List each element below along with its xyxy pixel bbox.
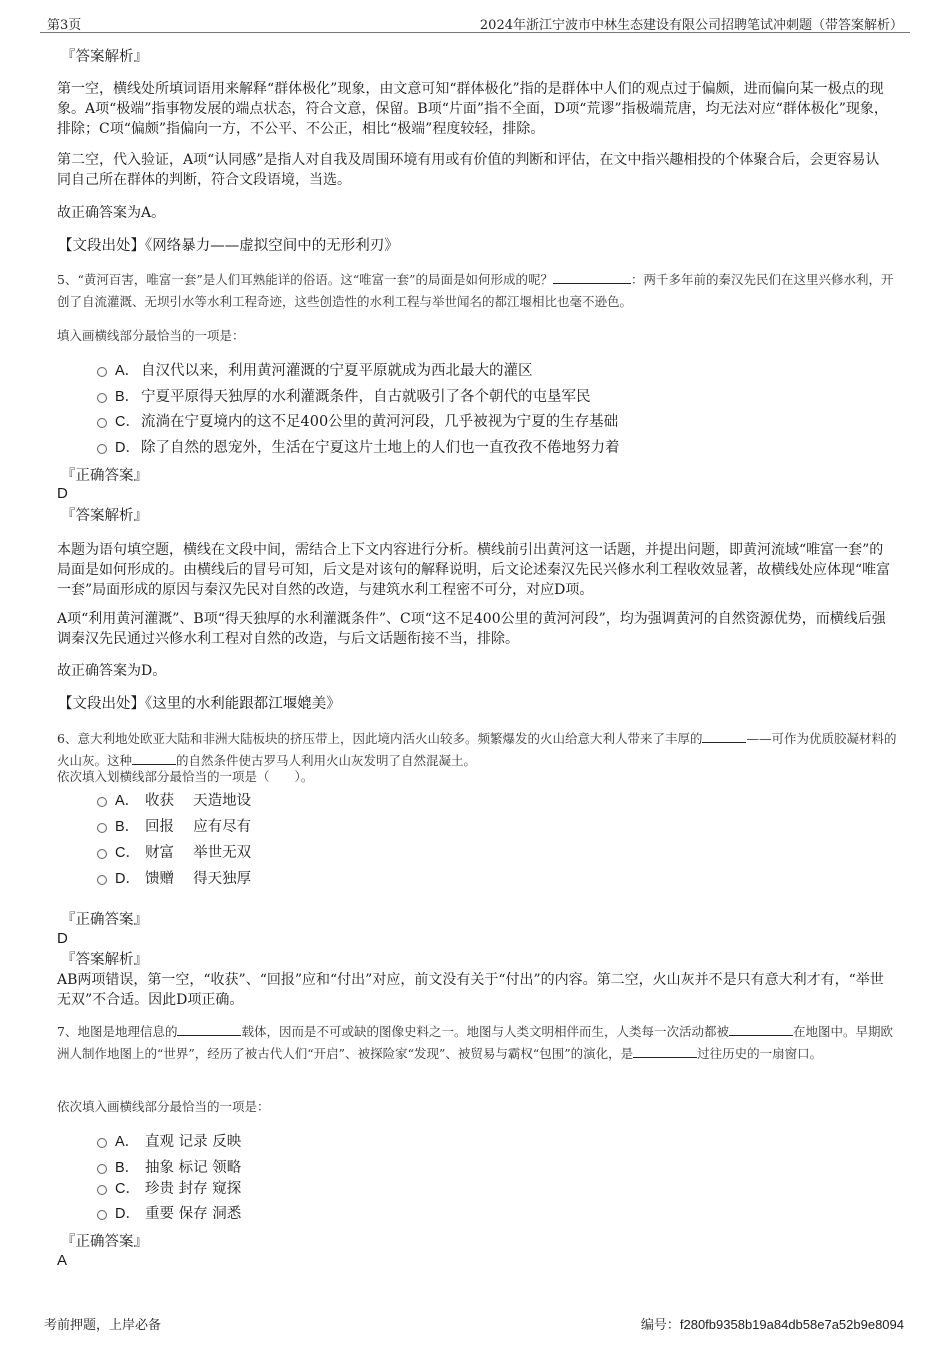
q7-blank-2 (729, 1022, 793, 1036)
q6-stem-part2: ——可作为优质胶凝材料的火山灰。这种 (57, 731, 897, 768)
option-letter: A． (115, 1134, 140, 1150)
q7-answer-label: 『正确答案』 (61, 1234, 148, 1250)
q5-prompt: 填入画横线部分最恰当的一项是： (57, 328, 245, 343)
radio-icon[interactable] (97, 444, 107, 454)
q7-blank-1 (177, 1022, 241, 1036)
q5-option-c[interactable] (97, 412, 797, 432)
option-letter: D． (115, 440, 140, 456)
radio-icon[interactable] (97, 875, 107, 885)
radio-icon[interactable] (97, 367, 107, 377)
q6-stem-part1: 6、意大利地处欧亚大陆和非洲大陆板块的挤压带上，因此境内活火山较多。频繁爆发的火山给意大利人带来了丰厚的 (57, 731, 703, 746)
option-text: 流淌在宁夏境内的这不足400公里的黄河河段，几乎被视为宁夏的生存基础 (141, 414, 619, 430)
q4-analysis-label: 『答案解析』 (61, 49, 148, 65)
q6-analysis-label: 『答案解析』 (61, 952, 148, 968)
q4-source: 【文段出处】《网络暴力——虚拟空间中的无形利刃》 (58, 238, 399, 254)
q4-analysis-para2: 第二空，代入验证，A项“认同感”是指人对自我及周围环境有用或有价值的判断和评估，在文中指兴趣相投的个体聚合后，会更容易认同自己所在群体的判断，符合文段语境，当选。 (57, 152, 880, 188)
q7-stem (57, 1021, 899, 1065)
page-number: 第3页 (47, 18, 82, 33)
q5-stem-part2: ：两千多年前的秦汉先民们在这里兴修水利，开创了自流灌溉、无坝引水等水利工程奇迹，这些创造性的水利工程与举世闻名的都江堰相比也毫不逊色。 (57, 272, 894, 309)
option-letter: C． (115, 414, 140, 430)
q6-stem-part3: 的自然条件使古罗马人利用火山灰发明了自然混凝土。 (176, 753, 477, 768)
radio-icon[interactable] (97, 418, 107, 428)
q7-stem-part2: 载体，因而是不可或缺的图像史料之一。地图与人类文明相伴而生，人类每一次活动都被 (241, 1024, 729, 1039)
q7-stem-part3: 在地图中。早期欧洲人制作地图上的“世界”，经历了被古代人们“开启”、被探险家“发现”、被贸易与霸权“包围”的演化，是 (57, 1024, 893, 1061)
radio-icon[interactable] (97, 1164, 107, 1174)
option-letter: A． (115, 793, 140, 809)
option-letter: D． (115, 1206, 140, 1222)
q4-analysis-para1: 第一空，横线处所填词语用来解释“群体极化”现象，由文意可知“群体极化”指的是群体中人们的观点过于偏颇，进而偏向某一极点的现象。A项“极端”指事物发展的端点状态，符合文意，保留。B项“片面”指不全面，D项“荒谬”指极端荒唐，均无法对应“群体极化”现象，排除；C项“偏颇”指偏向一方，不公平、不公正，相比“极端”程度较轻，排除。 (57, 81, 888, 137)
q6-analysis-para1: AB两项错误，第一空，“收获”、“回报”应和“付出”对应，前文没有关于“付出”的内容。第二空，火山灰并不是只有意大利才有，“举世无双”不合适。因此D项正确。 (57, 972, 884, 1008)
option-text: 重要 保存 洞悉 (145, 1206, 242, 1222)
option-text: 收获 天造地设 (145, 793, 252, 809)
option-text: 宁夏平原得天独厚的水利灌溉条件，自古就吸引了各个朝代的屯垦军民 (141, 389, 591, 405)
option-text: 除了自然的恩宠外，生活在宁夏这片土地上的人们也一直孜孜不倦地努力着 (141, 440, 620, 456)
option-text: 回报 应有尽有 (145, 819, 252, 835)
footer-code-label: 编号： (640, 1318, 680, 1333)
q5-analysis-para2: A项“利用黄河灌溉”、B项“得天独厚的水利灌溉条件”、C项“这不足400公里的黄河河段”，均为强调黄河的自然资源优势，而横线后强调秦汉先民通过兴修水利工程对自然的改造，与后文话题衔接不当，排除。 (57, 611, 886, 647)
radio-icon[interactable] (97, 1185, 107, 1195)
document-title: 2024年浙江宁波市中林生态建设有限公司招聘笔试冲刺题（带答案解析） (479, 18, 903, 33)
radio-icon[interactable] (97, 797, 107, 807)
option-letter: D． (115, 871, 140, 887)
q6-option-b[interactable] (97, 817, 497, 837)
q7-option-b[interactable] (97, 1158, 497, 1178)
q7-stem-part1: 7、地图是地理信息的 (57, 1024, 178, 1039)
footer-slogan: 考前押题，上岸必备 (44, 1318, 162, 1333)
q7-option-a[interactable] (97, 1132, 497, 1152)
q5-source: 【文段出处】《这里的水利能跟都江堰媲美》 (58, 696, 341, 712)
q6-blank-1 (702, 729, 746, 743)
q7-stem-part4: 过往历史的一扇窗口。 (697, 1046, 823, 1061)
q7-option-c[interactable] (97, 1179, 497, 1199)
q5-answer-label: 『正确答案』 (61, 468, 148, 484)
q5-option-d[interactable] (97, 438, 797, 458)
option-letter: B． (115, 1160, 140, 1176)
q6-answer-label: 『正确答案』 (61, 912, 148, 928)
q7-answer: A (57, 1252, 68, 1269)
radio-icon[interactable] (97, 1138, 107, 1148)
footer-code-value: f280fb9358b19a84db58e7a52b9e8094 (679, 1317, 904, 1332)
q5-analysis-para1: 本题为语句填空题，横线在文段中间，需结合上下文内容进行分析。横线前引出黄河这一话题，并提出问题，即黄河流域“唯富一套”的局面是如何形成的。由横线后的冒号可知，后文是对该句的解释说明，后文论述秦汉先民兴修水利工程收效显著，故横线处应体现“唯富一套”局面形成的原因与秦汉先民对自然的改造，与建筑水利工程密不可分，对应D项。 (57, 542, 891, 598)
option-text: 自汉代以来，利用黄河灌溉的宁夏平原就成为西北最大的灌区 (141, 363, 533, 379)
q5-blank (553, 270, 631, 284)
q7-option-d[interactable] (97, 1204, 497, 1224)
option-text: 直观 记录 反映 (145, 1134, 242, 1150)
q5-option-b[interactable] (97, 387, 797, 407)
q5-answer: D (57, 485, 68, 502)
q7-blank-3 (633, 1044, 697, 1058)
q5-analysis-label: 『答案解析』 (61, 508, 148, 524)
radio-icon[interactable] (97, 823, 107, 833)
header-divider (40, 32, 910, 33)
option-letter: B． (115, 819, 140, 835)
option-letter: C． (115, 1181, 140, 1197)
q6-prompt: 依次填入划横线部分最恰当的一项是（ ）。 (57, 769, 314, 784)
option-letter: B． (115, 389, 140, 405)
option-text: 抽象 标记 领略 (145, 1160, 242, 1176)
q5-conclusion: 故正确答案为D。 (57, 663, 167, 679)
radio-icon[interactable] (97, 849, 107, 859)
q7-prompt: 依次填入画横线部分最恰当的一项是： (57, 1099, 270, 1114)
q6-option-d[interactable] (97, 869, 497, 889)
q6-answer: D (57, 930, 68, 947)
q4-conclusion: 故正确答案为A。 (57, 205, 166, 221)
footer-code (641, 1314, 904, 1333)
q5-stem-part1: 5、“黄河百害，唯富一套”是人们耳熟能详的俗语。这“唯富一套”的局面是如何形成的呢？ (57, 272, 554, 287)
option-letter: C． (115, 845, 140, 861)
radio-icon[interactable] (97, 1210, 107, 1220)
radio-icon[interactable] (97, 393, 107, 403)
q6-option-c[interactable] (97, 843, 497, 863)
q5-stem (57, 269, 897, 313)
option-text: 馈赠 得天独厚 (145, 871, 252, 887)
option-text: 财富 举世无双 (145, 845, 252, 861)
q6-option-a[interactable] (97, 791, 497, 811)
option-text: 珍贵 封存 窥探 (145, 1181, 242, 1197)
q5-option-a[interactable] (97, 361, 797, 381)
q6-blank-2 (132, 751, 176, 765)
option-letter: A． (115, 363, 140, 379)
